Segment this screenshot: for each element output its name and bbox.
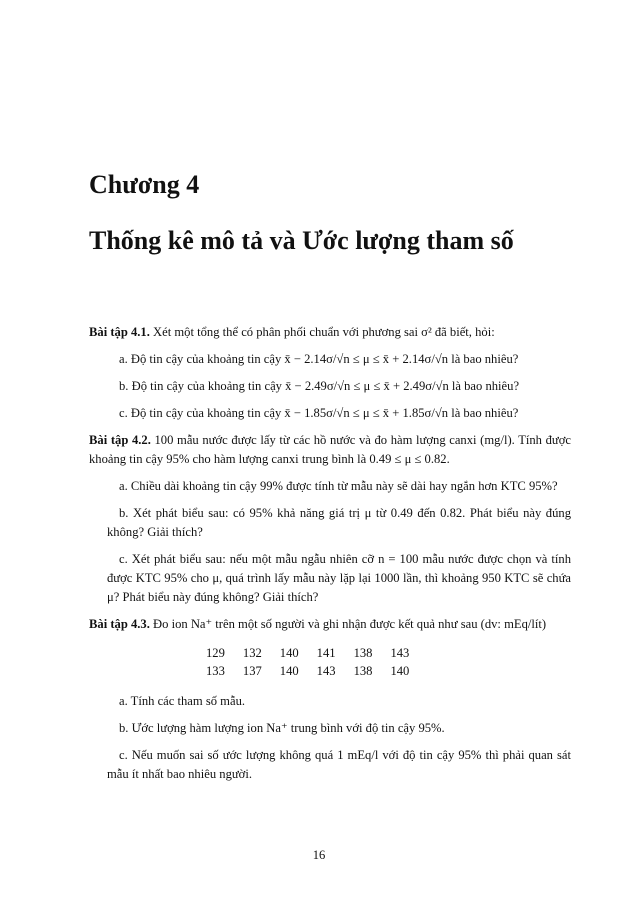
exercise-item: b. Ước lượng hàm lượng ion Na⁺ trung bình với độ tin cậy 95%. (119, 721, 445, 735)
exercise-4-3 (89, 615, 571, 634)
table-cell: 141 (316, 646, 336, 660)
exercise-item: b. Độ tin cậy của khoảng tin cậy x̄ − 2.49σ/√n ≤ μ ≤ x̄ + 2.49σ/√n là bao nhiêu? (119, 379, 520, 393)
exercise-body (89, 323, 571, 792)
table-cell: 140 (279, 664, 299, 678)
page-number: 16 (312, 848, 326, 862)
table-cell: 138 (353, 664, 373, 678)
exercise-label: Bài tập 4.3. (89, 617, 150, 631)
table-row (197, 662, 418, 680)
table-cell: 132 (242, 646, 262, 660)
table-cell: 140 (279, 646, 299, 660)
exercise-label: Bài tập 4.1. (89, 325, 150, 339)
exercise-4-1 (89, 323, 571, 342)
exercise-text: 100 mẫu nước được lấy từ các hồ nước và đo hàm lượng canxi (mg/l). Tính được khoảng tin cậy 95% cho hàm lượng canxi trung bình là 0.49 ≤ μ ≤ 0.82. (89, 433, 571, 466)
exercise-item: a. Tính các tham số mẫu. (119, 694, 246, 708)
chapter-label: Chương 4 (89, 170, 200, 199)
exercise-item: c. Xét phát biểu sau: nếu một mẫu ngẫu nhiên cỡ n = 100 mẫu nước được chọn và tính được KTC 95% cho μ, quá trình lấy mẫu này lặp lại 1000 lần, thì khoảng 950 KTC sẽ chứa μ? Phát biểu này đúng không? Giải thích? (107, 552, 571, 604)
exercise-text: Đo ion Na⁺ trên một số người và ghi nhận được kết quả như sau (dv: mEq/lít) (153, 617, 547, 631)
table-cell: 140 (390, 664, 410, 678)
table-cell: 137 (242, 664, 262, 678)
exercise-item: b. Xét phát biểu sau: có 95% khả năng giá trị μ từ 0.49 đến 0.82. Phát biểu này đúng không? Giải thích? (107, 506, 571, 539)
table-cell: 129 (206, 646, 225, 660)
table-row (197, 644, 418, 662)
exercise-4-2 (89, 431, 571, 469)
table-cell: 143 (390, 646, 410, 660)
exercise-item: a. Độ tin cậy của khoảng tin cậy x̄ − 2.14σ/√n ≤ μ ≤ x̄ + 2.14σ/√n là bao nhiêu? (119, 352, 519, 366)
chapter-title: Thống kê mô tả và Ước lượng tham số (89, 226, 514, 255)
exercise-text: Xét một tổng thể có phân phối chuẩn với phương sai σ² đã biết, hỏi: (153, 325, 495, 339)
sodium-data-table (197, 644, 418, 680)
table-cell: 133 (206, 664, 225, 678)
exercise-item: a. Chiều dài khoảng tin cậy 99% được tính từ mẫu này sẽ dài hay ngắn hơn KTC 95%? (119, 479, 558, 493)
table-cell: 138 (353, 646, 373, 660)
exercise-item: c. Nếu muốn sai số ước lượng không quá 1 mEq/l với độ tin cậy 95% thì phải quan sát mẫu ít nhất bao nhiêu người. (107, 748, 571, 781)
table-cell: 143 (316, 664, 336, 678)
exercise-item: c. Độ tin cậy của khoảng tin cậy x̄ − 1.85σ/√n ≤ μ ≤ x̄ + 1.85σ/√n là bao nhiêu? (119, 406, 519, 420)
exercise-label: Bài tập 4.2. (89, 433, 151, 447)
